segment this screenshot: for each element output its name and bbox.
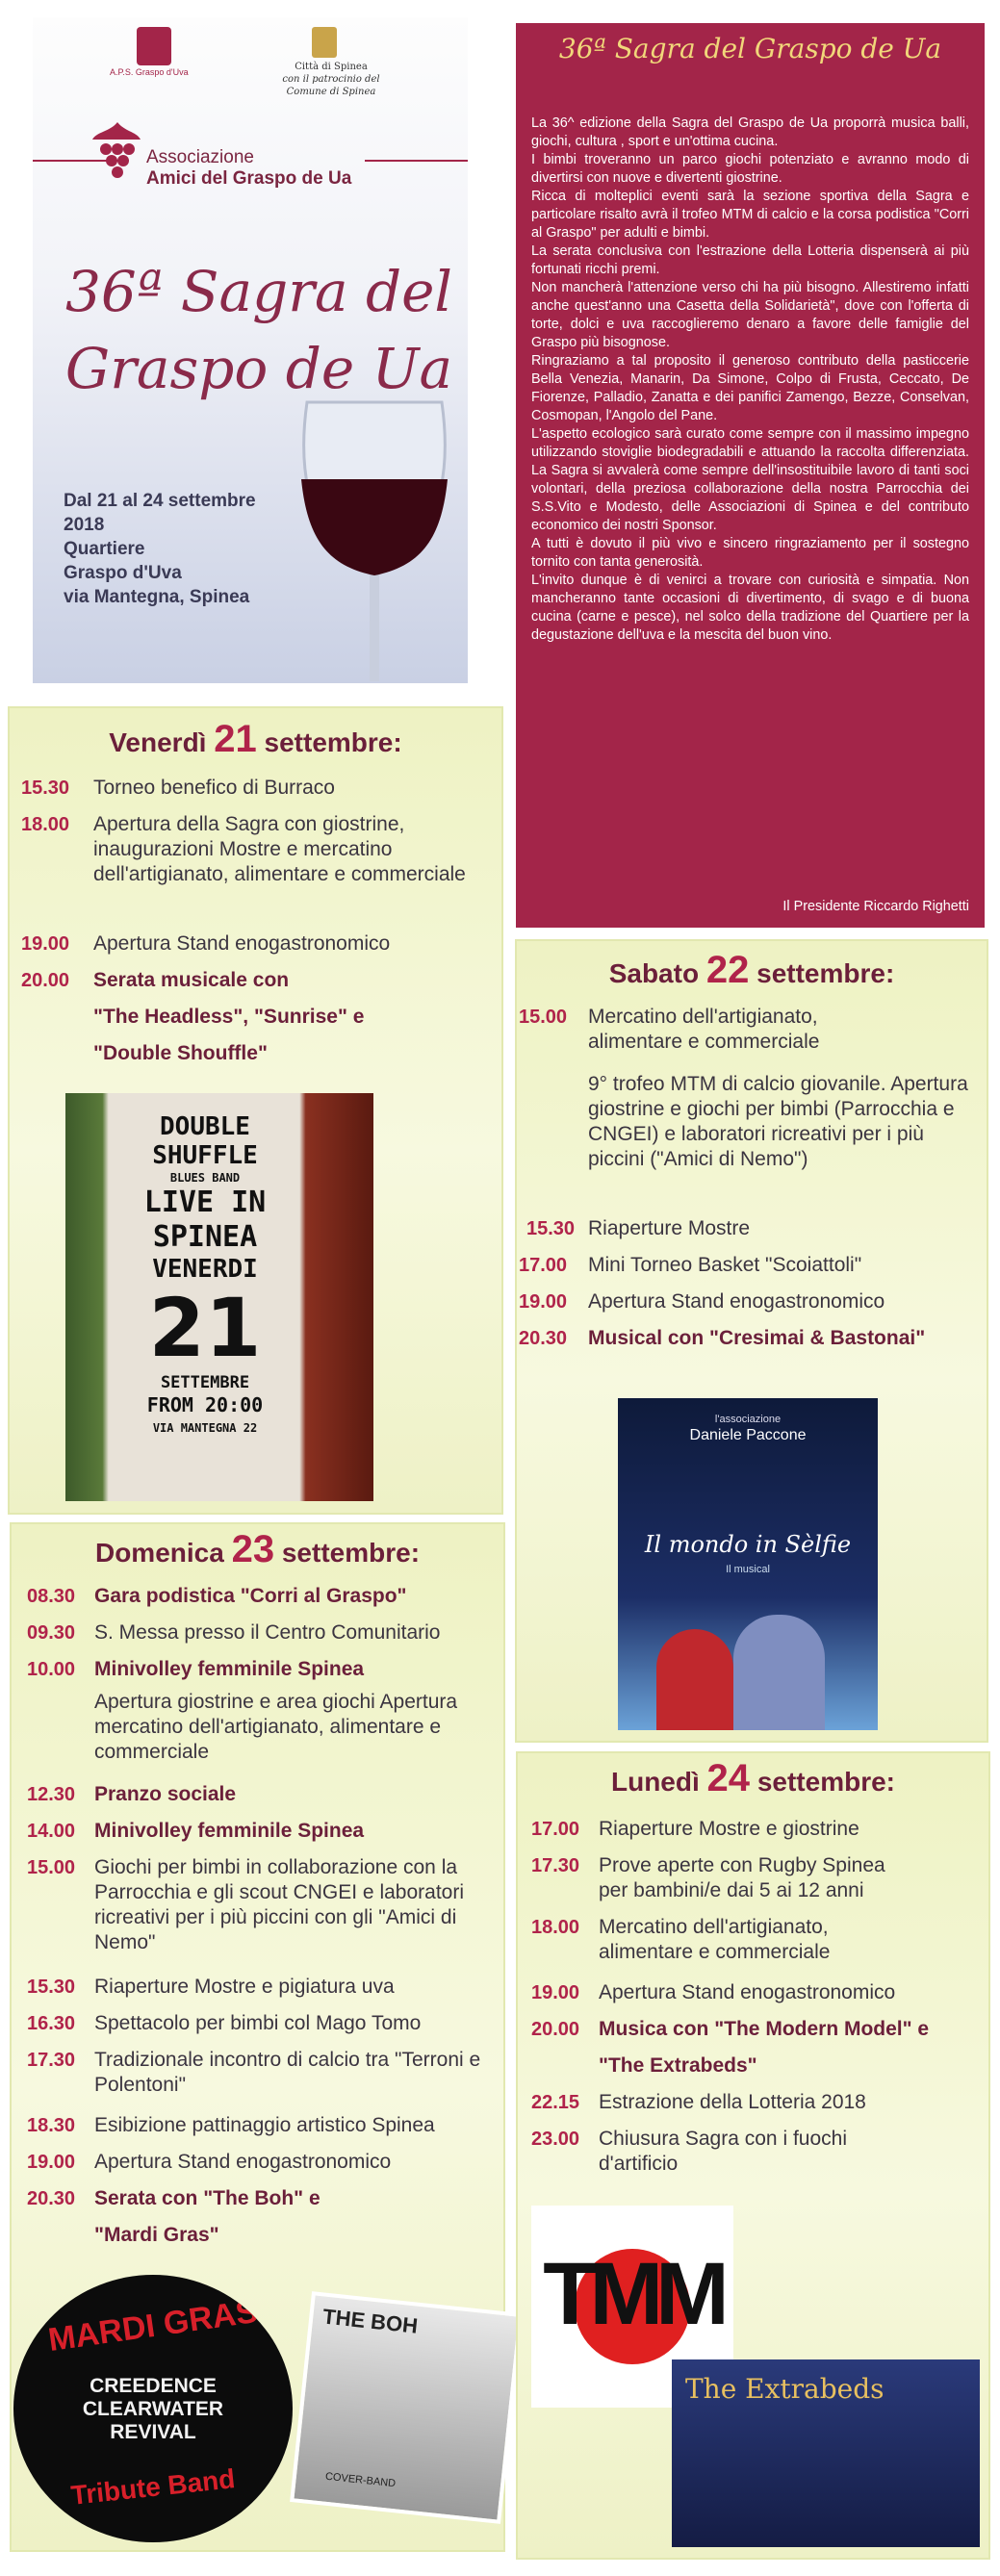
club-shield-icon xyxy=(137,27,171,65)
letter-title: 36ª Sagra del Graspo de Ua xyxy=(558,33,942,64)
musical-poster: l'associazione Daniele Paccone Il mondo in Sèlfie Il musical xyxy=(618,1398,878,1730)
club-name: A.P.S. Graspo d'Uva xyxy=(110,67,189,77)
schedule-row: 15.00 Mercatino dell'artigianato, alimentare e commerciale xyxy=(519,1006,820,1053)
schedule-row: 9° trofeo MTM di calcio giovanile. Apertura giostrine e giochi per bimbi (Parrocchia e CNGEI) e laboratori ricreativi per i più piccini ("Amici di Nemo") xyxy=(588,1073,968,1170)
grape-logo-icon xyxy=(90,118,144,186)
schedule-row: Apertura giostrine e area giochi Apertura mercatino dell'artigianato, alimentare e commerciale xyxy=(94,1691,458,1763)
schedule-row: 18.00 Apertura della Sagra con giostrine, inaugurazioni Mostre e mercatino dell'artigianato, alimentare e commerciale xyxy=(21,813,466,885)
divider xyxy=(33,160,119,162)
friday-panel: Venerdì 21 settembre: 15.30 Torneo benefico di Burraco 18.00 Apertura della Sagra con giostrine, inaugurazioni Mostre e mercatino dell'artigianato, alimentare e commerciale 19.00 Apertura Stand enogastronomico 20.00 Serata musicale con "The Headless", "Sunrise" e "Double Shouffle" DOUBLE SHUFFLE BLUES BAND LIVE IN SPINEA VENERDI 21 SETTEMBRE FROM 20:00 VIA MANTEGNA 22 xyxy=(8,706,503,1515)
double-shuffle-poster xyxy=(65,1093,373,1501)
saturday-heading: Sabato 22 settembre: xyxy=(608,949,895,991)
wine-glass-icon xyxy=(278,393,468,683)
sunday-panel: Domenica 23 settembre: 08.30 Gara podistica "Corri al Graspo" 09.30 S. Messa presso il Centro Comunitario 10.00 Minivolley femminile Spinea Apertura giostrine e area giochi Apertura mercatino dell'artigianato, alimentare e commerciale 12.30 Pranzo sociale 14.00 Minivolley femminile Spinea 15.00 Giochi per bimbi in collaborazione con la Parrocchia e gli scout CNGEI e laboratori ricreativi per i più piccini con gli "Amici di Nemo" 15.30 Riaperture Mostre e pigiatura uva 16.30 Spettacolo per bimbi col Mago Tomo 17.30 Tradizionale incontro di calcio tra "Terroni e Polentoni" 18.30 Esibizione pattinaggio artistico Spinea 19.00 Apertura Stand enogastronomico 20.30 Serata con "The Boh" e "Mardi Gras" MARDI GRAS CREEDENCE CLEARWATER REVIVAL Tribute Band THE BOH COVER-BAND xyxy=(10,1522,505,2552)
monday-panel: Lunedì 24 settembre: 17.00 Riaperture Mostre e giostrine 17.30 Prove aperte con Rugby Spinea per bambini/e dai 5 ai 12 anni 18.00 Mercatino dell'artigianato, alimentare e commerciale 19.00 Apertura Stand enogastronomico 20.00 Musica con "The Modern Model" e "The Extrabeds" 22.15 Estrazione della Lotteria 2018 23.00 Chiusura Sagra con i fuochi d'artificio TMM The Extrabeds xyxy=(516,1751,990,2560)
letter-body: La 36^ edizione della Sagra del Graspo de Ua proporrà musica balli, giochi, cultura , sport e un'ottima cucina. I bimbi troveranno un parco giochi potenziato e avranno modo di divertirsi con nuove e divertenti giostrine. Ricca di molteplici eventi sarà la sezione sportiva della Sagra e particolare risalto avrà il trofeo MTM di calcio e la corsa podistica "Corri al Graspo" per adulti e bimbi. La serata conclusiva con l'estrazione della Lotteria dispenserà ai più fortunati ricchi premi. Non mancherà l'attenzione verso chi ha più bisogno. Allestiremo infatti anche quest'anno una Casetta della Solidarietà", dove con l'offerta di torte, dolci e uva raccoglieremo denaro a favore delle famiglie del Graspo più bisognose. Ringraziamo a tal proposito il generoso contributo della pasticcerie Bella Venezia, Manarin, Da Simone, Colpo di Frusta, Ceccato, De Fiorenze, Palladio, Zanatta e dei panifici Zamengo, Bezze, Conselvan, Cosmopan, l'Angolo del Pane. L'aspetto ecologico sarà curato come sempre con il massimo impegno utilizzando stoviglie biodegradabili e attuando la raccolta differenziata. La Sagra si avvalerà come sempre dell'insostituibile lavoro di tanti soci volontari, della preziosa collaborazione della nostra Parrocchia dei S.S.Vito e Modesto, delle Associazioni di Spinea e del contributo economico dei nostri Sponsor. A tutti è dovuto il più vivo e sincero ringraziamento per il sostegno tornito con tanta generosità. L'invito dunque è di venirci a trovare con curiosità e simpatia. Non mancheranno tante occasioni di divertimento, di svago e di buona cucina (carne e pesce), nel solco della tradizione del Quartiere per la degustazione dell'uva e la mescita del buon vino. xyxy=(531,115,969,643)
president-letter xyxy=(516,23,985,928)
saturday-panel: Sabato 22 settembre: 15.00 Mercatino dell'artigianato, alimentare e commerciale 9° trofeo MTM di calcio giovanile. Apertura giostrine e giochi per bimbi (Parrocchia e CNGEI) e laboratori ricreativi per i più piccini ("Amici di Nemo") 15.30 Riaperture Mostre 17.00 Mini Torneo Basket "Scoiattoli" 19.00 Apertura Stand enogastronomico 20.30 Musical con "Cresimai & Bastonai" l'associazione Daniele Paccone Il mondo in Sèlfie Il musical xyxy=(515,939,988,1743)
schedule-row: 15.00 Giochi per bimbi in collaborazione con la Parrocchia e gli scout CNGEI e laboratori ricreativi per i più piccini con gli "Amici di Nemo" xyxy=(27,1856,464,1953)
divider xyxy=(365,160,468,162)
friday-heading: Venerdì 21 settembre: xyxy=(109,718,402,760)
city-patronage: Città di Spinea con il patrocinio del Comune di Spinea xyxy=(282,62,380,97)
letter-signature: Il Presidente Riccardo Righetti xyxy=(782,899,969,914)
sagra-poster xyxy=(33,17,468,683)
extrabeds-photo: The Extrabeds xyxy=(672,2359,980,2547)
tmm-logo: TMM xyxy=(531,2206,733,2408)
figure-left xyxy=(656,1629,733,1730)
schedule-row: 17.30 Prove aperte con Rugby Spinea per bambini/e dai 5 ai 12 anni xyxy=(531,1854,885,1901)
mardi-gras-logo: MARDI GRAS CREEDENCE CLEARWATER REVIVAL Tribute Band xyxy=(13,2275,293,2542)
monday-heading: Lunedì 24 settembre: xyxy=(611,1757,895,1799)
association-name: Associazione Amici del Graspo de Ua xyxy=(146,147,352,189)
schedule-row: 17.30 Tradizionale incontro di calcio tra "Terroni e Polentoni" xyxy=(27,2049,481,2096)
city-crest-icon xyxy=(312,27,337,58)
event-dates: Dal 21 al 24 settembre 2018 Quartiere Graspo d'Uva via Mantegna, Spinea xyxy=(64,491,256,607)
figure-right xyxy=(733,1615,825,1730)
poster-text: DOUBLE SHUFFLE BLUES BAND LIVE IN SPINEA VENERDI 21 SETTEMBRE FROM 20:00 VIA MANTEGNA 22 xyxy=(143,1112,267,1435)
sunday-heading: Domenica 23 settembre: xyxy=(94,1528,421,1570)
the-boh-photo: THE BOH COVER-BAND xyxy=(290,2291,523,2524)
schedule-row: 18.00 Mercatino dell'artigianato, alimentare e commerciale xyxy=(531,1916,831,1963)
poster-title: 36ª Sagra del Graspo de Ua xyxy=(64,259,453,401)
schedule-row: 23.00 Chiusura Sagra con i fuochi d'artificio xyxy=(531,2128,847,2175)
